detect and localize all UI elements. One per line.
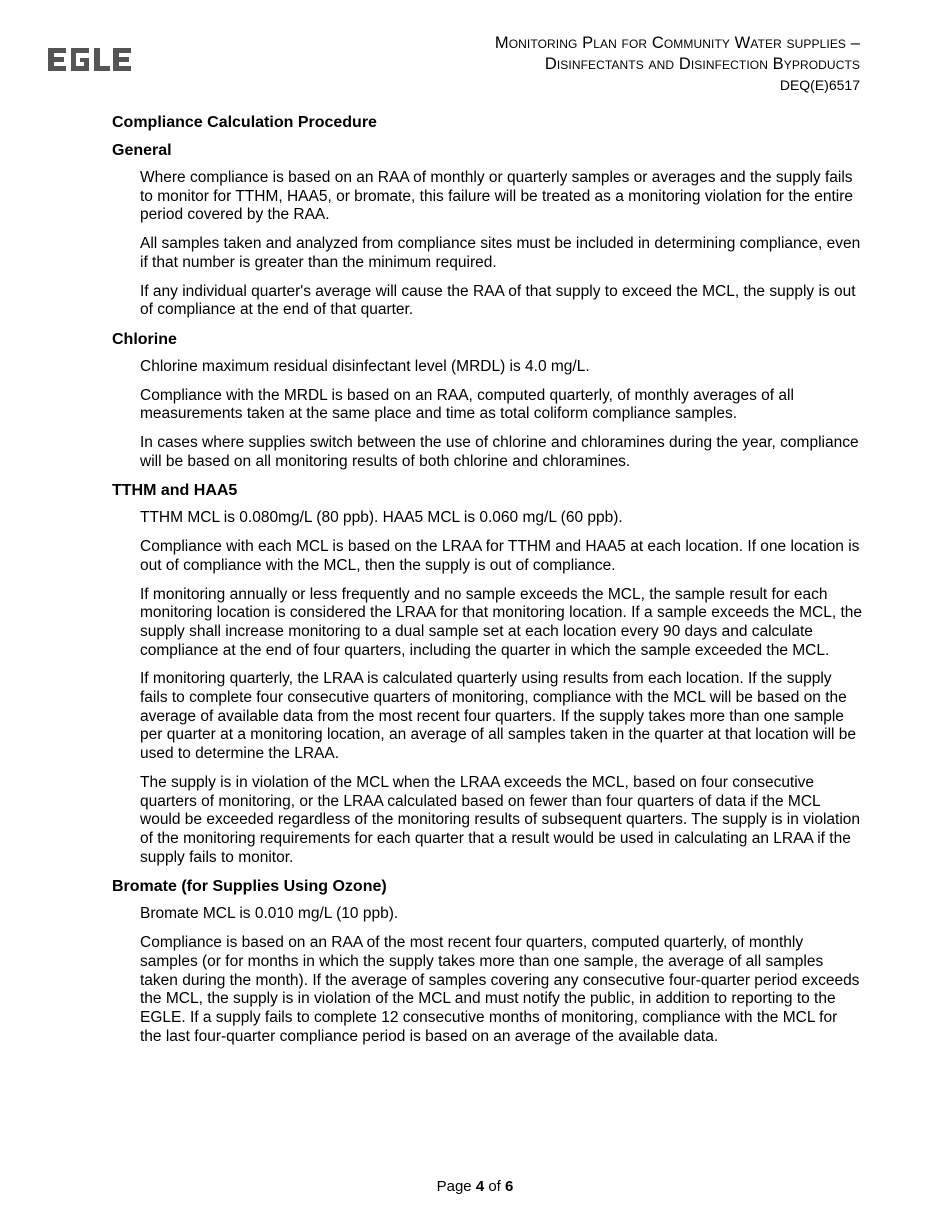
paragraph: The supply is in violation of the MCL when the LRAA exceeds the MCL, based on four consecutive quarters of monitoring, or the LRAA calculated based on fewer than four quarters of data if the MCL would be exceeded regardless of the monitoring results of subsequent quarters. The supply is in violation of the monitoring requirements for each quarter that a result would be used in calculating an LRAA if the supply fails to monitor. bbox=[140, 773, 861, 866]
paragraph: Compliance with the MRDL is based on an RAA, computed quarterly, of monthly averages of all measurements taken at the same place and time as total coliform compliance samples. bbox=[140, 386, 794, 423]
paragraph: Bromate MCL is 0.010 mg/L (10 ppb). bbox=[140, 905, 399, 923]
header-title-line-1: Monitoring Plan for Community Water supplies – bbox=[494, 34, 860, 52]
of-word: of bbox=[488, 1178, 501, 1195]
paragraph: Chlorine maximum residual disinfectant level (MRDL) is 4.0 mg/L. bbox=[140, 357, 590, 375]
paragraph: Compliance with each MCL is based on the LRAA for TTHM and HAA5 at each location. If one location is out of compliance with the MCL, then the supply is out of compliance. bbox=[140, 538, 860, 574]
form-code: DEQ(E)6517 bbox=[779, 77, 860, 93]
section-heading: Bromate (for Supplies Using Ozone) bbox=[112, 878, 387, 896]
paragraph: Where compliance is based on an RAA of monthly or quarterly samples or averages and the supply fails to monitor for TTHM, HAA5, or bromate, this failure will be treated as a monitoring violation for the entire period covered by the RAA. bbox=[140, 169, 854, 224]
paragraph: Compliance is based on an RAA of the most recent four quarters, computed quarterly, of monthly samples (or for months in which the supply takes more than one sample, the average of all samples taken during the month). If the average of samples covering any consecutive four-quarter period exceeds the MCL, the supply is in violation of the MCL and must notify the public, in addition to reporting to the EGLE. If a supply fails to complete 12 consecutive months of monitoring, compliance with the MCL for the last four-quarter compliance period is based on an average of the available data. bbox=[140, 934, 860, 1045]
section-bromate bbox=[112, 877, 862, 1046]
page-title: Compliance Calculation Procedure bbox=[112, 114, 377, 131]
section-tthm-haa5 bbox=[112, 481, 862, 867]
current-page-number: 4 bbox=[475, 1178, 485, 1195]
paragraph: If monitoring quarterly, the LRAA is calculated quarterly using results from each location. If the supply fails to complete four consecutive quarters of monitoring, compliance with the MCL will be based on the average of available data from the most recent four quarters. If the supply takes more than one sample per quarter at a monitoring location, an average of all samples taken in the quarter at that location will be used to determine the LRAA. bbox=[140, 670, 856, 763]
paragraph: In cases where supplies switch between the use of chlorine and chloramines during the year, compliance will be based on all monitoring results of both chlorine and chloramines. bbox=[140, 434, 859, 470]
page-footer bbox=[0, 1178, 950, 1195]
egle-logo bbox=[44, 42, 134, 76]
paragraph: If monitoring annually or less frequently and no sample exceeds the MCL, the sample result for each monitoring location is considered the LRAA for that monitoring location. If a sample exceeds the MCL, the supply shall increase monitoring to a dual sample set at each location every 90 days and calculate compliance at the end of four quarters, including the quarter in which the sample exceeded the MCL. bbox=[140, 585, 862, 659]
section-chlorine bbox=[112, 330, 862, 472]
header-title-line-2: Disinfectants and Disinfection Byproducts bbox=[544, 55, 860, 73]
document-body bbox=[112, 113, 862, 1056]
section-heading: TTHM and HAA5 bbox=[112, 482, 238, 500]
section-heading: Chlorine bbox=[112, 330, 177, 348]
paragraph: If any individual quarter's average will cause the RAA of that supply to exceed the MCL, the supply is out of compliance at the end of that quarter. bbox=[140, 282, 856, 319]
section-heading: General bbox=[112, 142, 172, 159]
page-word: Page bbox=[436, 1178, 472, 1195]
paragraph: TTHM MCL is 0.080mg/L (80 ppb). HAA5 MCL is 0.060 mg/L (60 ppb). bbox=[140, 509, 623, 527]
section-general bbox=[112, 141, 862, 320]
total-pages-number: 6 bbox=[505, 1178, 514, 1195]
paragraph: All samples taken and analyzed from compliance sites must be included in determining compliance, even if that number is greater than the minimum required. bbox=[140, 235, 861, 271]
egle-logo-icon bbox=[44, 42, 134, 76]
document-header bbox=[495, 33, 860, 95]
